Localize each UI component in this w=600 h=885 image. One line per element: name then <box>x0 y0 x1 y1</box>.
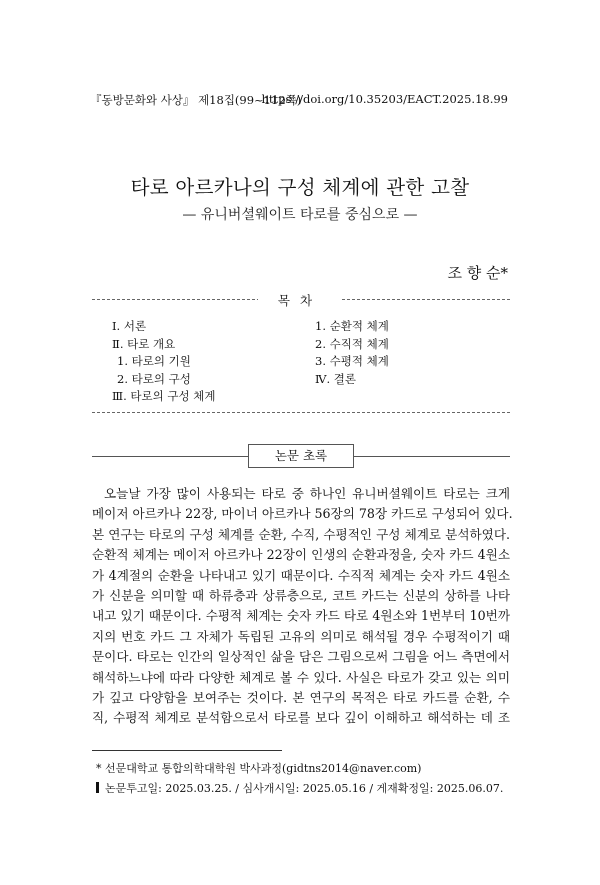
toc-item: 3. 수평적 체계 <box>315 354 389 368</box>
toc-item: 2. 수직적 체계 <box>315 336 389 351</box>
footnote-bar-marker <box>96 782 99 793</box>
toc-item: Ⅲ. 타로의 구성 체계 <box>112 389 216 403</box>
abstract-label: 논문 초록 <box>248 444 354 468</box>
footnote-dates-text: 논문투고일: 2025.03.25. / 심사개시일: 2025.05.16 / 게재확정일: 2025.06.07. <box>105 782 504 795</box>
toc-item: 2. 타로의 구성 <box>117 371 191 386</box>
abstract-line: 해석하느냐에 따라 다양한 체계로 볼 수 있다. 사실은 타로가 갖고 있는 의미 <box>92 669 510 685</box>
toc-item: 1. 타로의 기원 <box>117 354 191 368</box>
footnote-dates <box>96 780 503 796</box>
toc-item: Ⅰ. 서론 <box>112 319 147 333</box>
paper-title: 타로 아르카나의 구성 체계에 관한 고찰 <box>130 176 470 199</box>
toc-left-column <box>112 318 215 406</box>
toc-item: 1. 순환적 체계 <box>315 319 389 333</box>
toc-item: Ⅱ. 타로 개요 <box>112 336 176 351</box>
toc-right-column <box>315 318 389 388</box>
abstract-line: 직, 수평적 체계로 분석함으로서 타로를 보다 깊이 이해하고 해석하는 데 조 <box>92 710 510 726</box>
abstract-line: 순환적 체계는 메이저 아르카나 22장이 인생의 순환과정을, 숫자 카드 4원소 <box>92 547 510 563</box>
abstract-line: 가 4계절의 순환을 나타내고 있기 때문이다. 수직적 체계는 숫자 카드 4원소 <box>92 567 510 583</box>
abstract-line: 내고 있기 때문이다. 수평적 체계는 숫자 카드 타로 4원소와 1번부터 10번까 <box>92 608 510 624</box>
paper-subtitle: — 유니버셜웨이트 타로를 중심으로 — <box>182 207 418 223</box>
footnote-affiliation: * 선문대학교 통합의학대학원 박사과정(gidtns2014@naver.com) <box>96 762 422 775</box>
author-name: 조 향 순* <box>447 264 508 282</box>
abstract-line: 가 신분을 의미할 때 하류층과 상류층으로, 코트 카드는 신분의 상하를 나타 <box>92 587 510 603</box>
abstract-line: 지의 번호 카드 그 자체가 독립된 고유의 의미로 해석될 경우 수평적이기 때 <box>92 628 510 644</box>
toc-heading: 목차 <box>258 291 342 309</box>
toc-item: Ⅳ. 결론 <box>315 371 357 386</box>
abstract-line: 본 연구는 타로의 구성 체계를 순환, 수직, 수평적인 구성 체계로 분석하였다. <box>92 526 510 542</box>
abstract-line: 문이다. 타로는 인간의 일상적인 삶을 담은 그림으로써 그림을 어느 측면에서 <box>92 649 510 665</box>
journal-citation: 『동방문화와 사상』 제18집(99~112쪽) <box>90 93 302 107</box>
footnote-rule <box>92 750 282 751</box>
abstract-body <box>92 484 513 729</box>
doi-link[interactable]: https://doi.org/10.35203/EACT.2025.18.99 <box>261 92 508 106</box>
abstract-line: 메이저 아르카나 22장, 마이너 아르카나 56장의 78장 카드로 구성되어 있다. <box>92 506 513 522</box>
abstract-line: 가 깊고 다양함을 보여주는 것이다. 본 연구의 목적은 타로 카드를 순환, 수 <box>92 689 510 705</box>
abstract-line: 오늘날 가장 많이 사용되는 타로 중 하나인 유니버셜웨이트 타로는 크게 <box>104 486 510 501</box>
